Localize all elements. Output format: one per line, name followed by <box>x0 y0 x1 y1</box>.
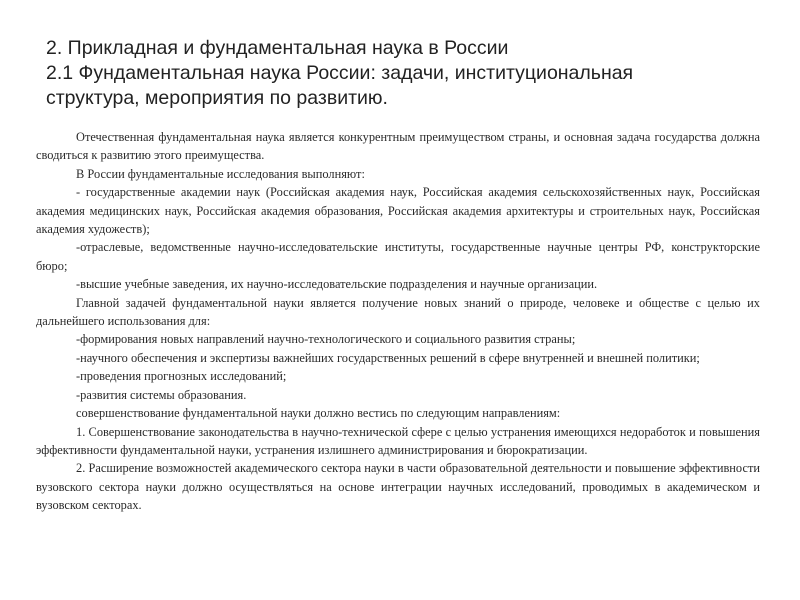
paragraph-improvement-intro: совершенствование фундаментальной науки должно вестись по следующим направлениям: <box>76 406 561 421</box>
heading-line-3: структура, мероприятия по развитию. <box>46 87 388 109</box>
list-item-expertise: -научного обеспечения и экспертизы важнейших государственных решений в сфере внутренней и внешней политики; <box>76 350 700 365</box>
slide-body <box>36 128 760 515</box>
heading-line-2: 2.1 Фундаментальная наука России: задачи, институциональная <box>46 62 634 84</box>
list-item-academies: - государственные академии наук (Российская академия наук, Российская академия сельскохозяйственных наук, Российская академия медицинских наук, Российская академия образования, Российская академия архитектуры и строительных наук, Российская академия художеств); <box>36 185 760 237</box>
heading-line-1: 2. Прикладная и фундаментальная наука в России <box>46 37 509 59</box>
list-item-institutes: -отраслевые, ведомственные научно-исследовательские институты, государственные научные центры РФ, конструкторские бюро; <box>36 240 760 273</box>
paragraph-intro: Отечественная фундаментальная наука является конкурентным преимуществом страны, и основная задача государства должна сводиться к развитию этого преимущества. <box>36 130 760 163</box>
paragraph-main-task: Главной задачей фундаментальной науки является получение новых знаний о природе, человеке и обществе с целью их дальнейшего использования для: <box>36 295 760 329</box>
paragraph-point-1: 1. Совершенствование законодательства в научно-технической сфере с целью устранения имеющихся недоработок и повышения эффективности фундаментальной науки, устранения излишнего администрирования и бюрократизации. <box>36 424 760 457</box>
paragraph-performers-intro: В России фундаментальные исследования выполняют: <box>76 166 365 181</box>
list-item-new-directions: -формирования новых направлений научно-технологического и социального развития страны; <box>76 332 576 347</box>
list-item-forecasting: -проведения прогнозных исследований; <box>76 369 287 384</box>
list-item-universities: -высшие учебные заведения, их научно-исследовательские подразделения и научные организации. <box>76 277 598 292</box>
list-item-education: -развития системы образования. <box>76 387 247 402</box>
slide-heading <box>46 36 766 111</box>
paragraph-point-2: 2. Расширение возможностей академического сектора науки в части образовательной деятельности и повышение эффективности вузовского сектора науки должно осуществляться на основе интеграции научных исследований, проводимых в академическом и вузовском секторах. <box>36 461 760 513</box>
